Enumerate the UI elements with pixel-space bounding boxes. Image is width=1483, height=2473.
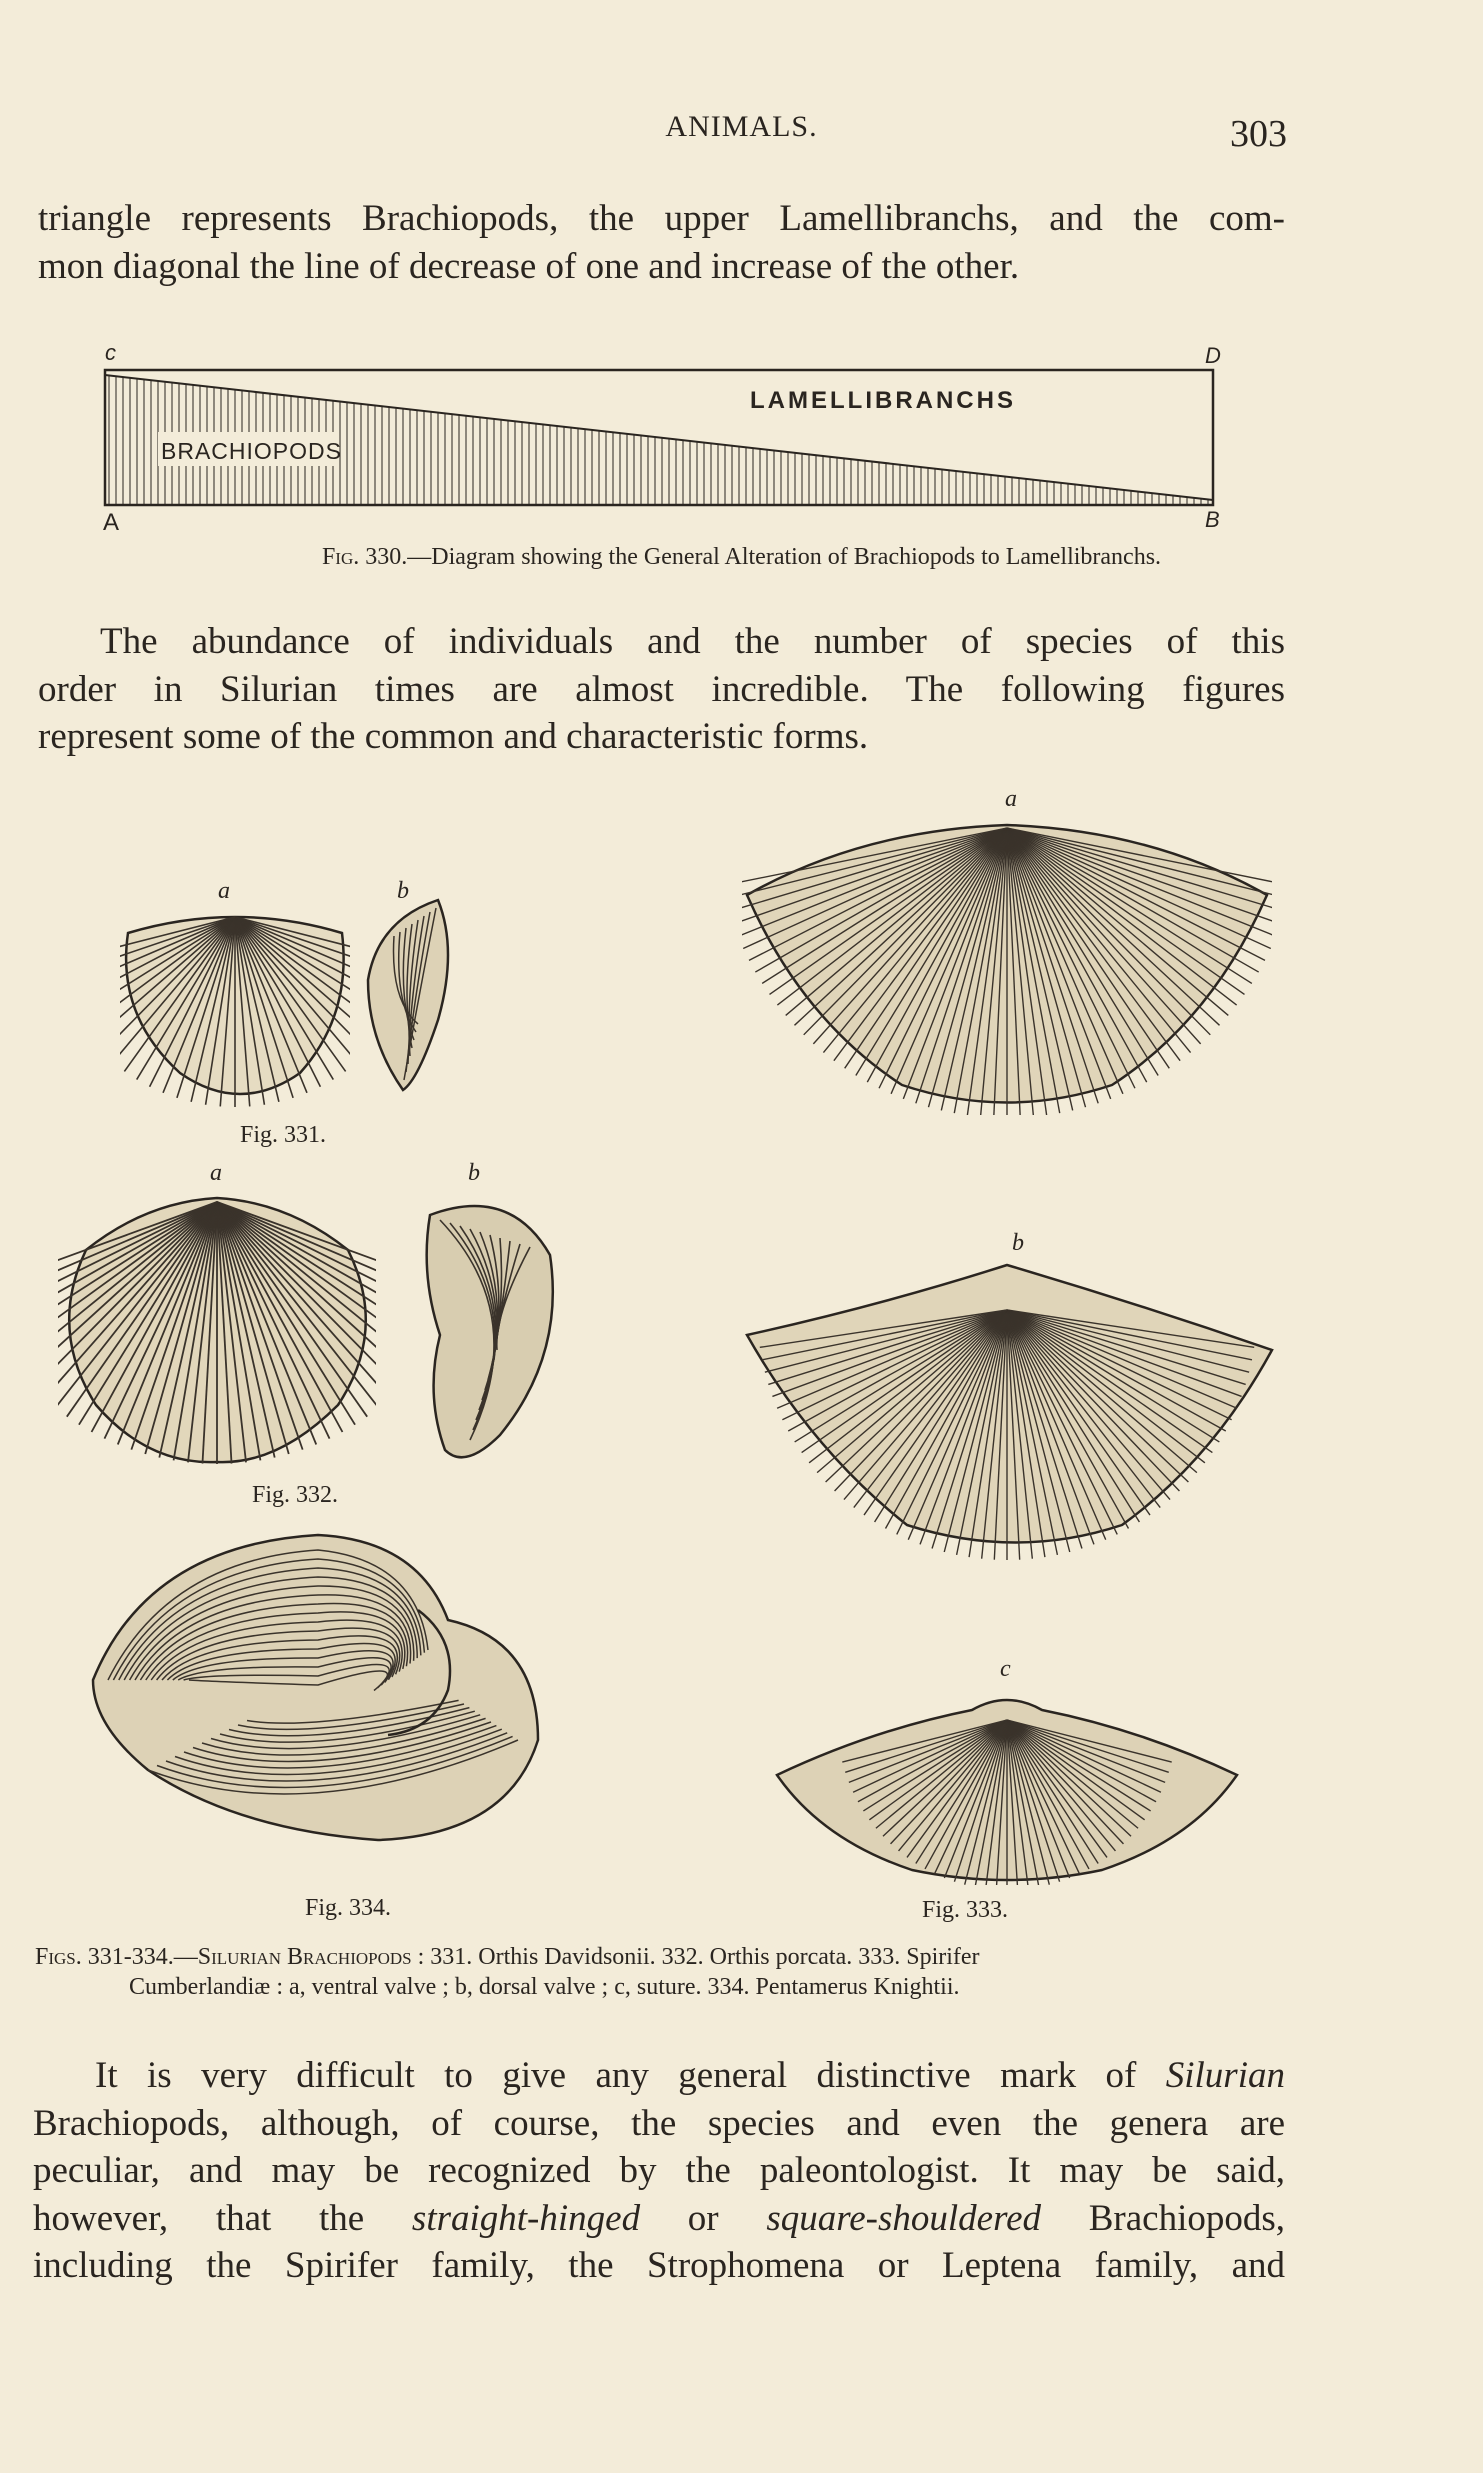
fig332-b-letter: b [468, 1160, 480, 1186]
fig334-shell-icon [88, 1530, 543, 1845]
lamellibranchs-label: LAMELLIBRANCHS [750, 387, 1016, 414]
text-span: Brachiopods, [1041, 2197, 1285, 2239]
fig333-c-letter: c [1000, 1656, 1011, 1682]
text-line [33, 2195, 1285, 2243]
fig332a-shell-icon [58, 1190, 376, 1470]
caption-fig-prefix: Fig. [321, 544, 360, 570]
caption-figs-prefix: Figs. [35, 1944, 82, 1970]
fig332-label: Fig. 332. [252, 1482, 339, 1508]
fig331b-shell-icon [358, 890, 458, 1095]
corner-a-label: A [103, 509, 120, 535]
text-line: including the Spirifer family, the Strophomena or Leptena family, and [33, 2245, 1285, 2286]
running-head: ANIMALS. [665, 110, 818, 143]
fig333a-shell-icon [742, 820, 1272, 1115]
caption-range: 331-334.— [81, 1944, 198, 1970]
text-line [33, 2052, 1285, 2100]
text-line: represent some of the common and characteristic forms. [38, 716, 869, 757]
fig331a-shell-icon [120, 905, 350, 1110]
text-span: It is very difficult to give any general distinctive mark of [95, 2055, 1166, 2096]
corner-c-label: c [105, 340, 116, 365]
abundance-paragraph [38, 618, 1285, 761]
fig333b-shell-icon [742, 1260, 1277, 1560]
corner-d-label: D [1205, 343, 1221, 368]
brachiopods-label: BRACHIOPODS [161, 438, 342, 464]
corner-b-label: B [1205, 507, 1220, 532]
text-line: mon diagonal the line of decrease of one and increase of the other. [38, 245, 1020, 287]
fig330-diagram [95, 340, 1230, 535]
fig333-a-letter: a [1005, 786, 1017, 812]
fig333-b-letter: b [1012, 1230, 1024, 1256]
text-line: Brachiopods, although, of course, the species and even the genera are [33, 2102, 1285, 2144]
caption-line-1 [35, 1942, 1295, 1972]
emphasis-text: Silurian [1165, 2055, 1285, 2096]
page-number: 303 [1230, 113, 1287, 155]
text-line: peculiar, and may be recognized by the paleontologist. It may be said, [33, 2150, 1285, 2191]
intro-paragraph [38, 195, 1285, 290]
caption-text: 330.—Diagram showing the General Alteration of Brachiopods to Lamellibranchs. [359, 544, 1162, 570]
text-line: The abundance of individuals and the number of species of this [100, 621, 1285, 662]
emphasis-text: straight-hinged [411, 2197, 641, 2239]
fig334-label: Fig. 334. [305, 1895, 392, 1921]
fig331-b-letter: b [397, 878, 409, 904]
fig331-label: Fig. 331. [240, 1122, 327, 1148]
silurian-paragraph [33, 2052, 1285, 2290]
fig330-caption [0, 544, 1483, 571]
text-span: or [640, 2197, 767, 2239]
fig333c-shell-icon [772, 1690, 1242, 1885]
fig332b-shell-icon [410, 1195, 560, 1470]
caption-rest: : 331. Orthis Davidsonii. 332. Orthis porcata. 333. Spirifer [411, 1944, 980, 1970]
fig331-a-letter: a [218, 878, 230, 904]
text-line: triangle represents Brachiopods, the upper Lamellibranchs, and the com- [38, 198, 1285, 239]
fig332-a-letter: a [210, 1160, 222, 1186]
caption-heading: Silurian Brachiopods [197, 1944, 412, 1970]
text-span: however, that the [33, 2197, 412, 2239]
fig333-label: Fig. 333. [922, 1897, 1009, 1923]
caption-line-2: Cumberlandiæ : a, ventral valve ; b, dorsal valve ; c, suture. 334. Pentamerus Knightii. [129, 1974, 960, 2000]
figs331-334-caption [35, 1942, 1295, 2002]
emphasis-text: square-shouldered [766, 2197, 1042, 2239]
text-line: order in Silurian times are almost incredible. The following figures [38, 668, 1285, 710]
